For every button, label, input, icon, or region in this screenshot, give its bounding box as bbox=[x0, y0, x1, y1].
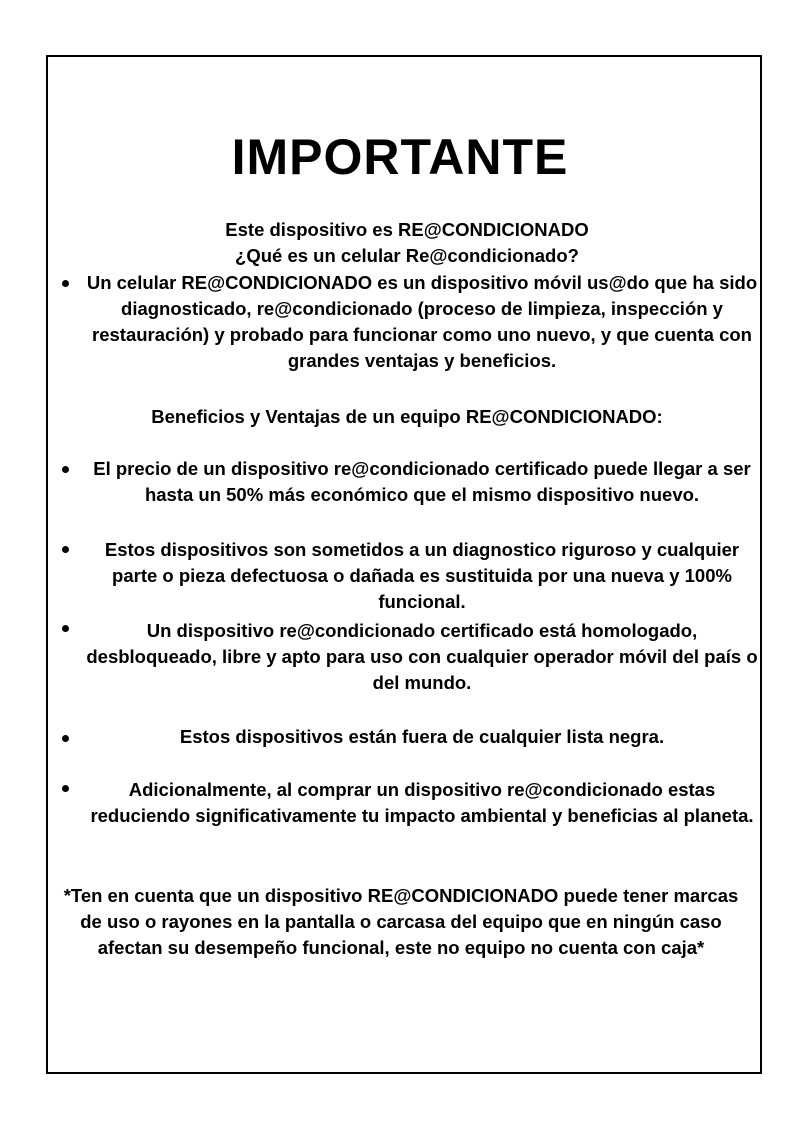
page-title: IMPORTANTE bbox=[231, 129, 569, 185]
bullet-marker bbox=[62, 785, 69, 792]
intro-line-2: ¿Qué es un celular Re@condicionado? bbox=[235, 245, 579, 266]
benefit-item-2: Estos dispositivos son sometidos a un diagnostico riguroso y cualquier parte o pieza defectuosa o dañada es sustituida por una nueva y 100% funcional. bbox=[104, 539, 740, 612]
intro-line-1: Este dispositivo es RE@CONDICIONADO bbox=[225, 219, 589, 240]
benefit-item-5: Adicionalmente, al comprar un dispositivo re@condicionado estas reduciendo significativamente tu impacto ambiental y beneficias al planeta. bbox=[90, 779, 754, 826]
benefit-item-3: Un dispositivo re@condicionado certificado está homologado, desbloqueado, libre y apto para uso con cualquier operador móvil del país o del mundo. bbox=[86, 620, 758, 693]
definition-item: Un celular RE@CONDICIONADO es un dispositivo móvil us@do que ha sido diagnosticado, re@condicionado (proceso de limpieza, inspección y restauración) y probado para funcionar como uno nuevo, y que cuenta con grandes ventajas y beneficios. bbox=[86, 272, 758, 371]
disclaimer-note: *Ten en cuenta que un dispositivo RE@CONDICIONADO puede tener marcas de uso o rayones en la pantalla o carcasa del equipo que en ningún caso afectan su desempeño funcional, este no equipo no cuenta con caja* bbox=[63, 885, 739, 958]
bullet-marker bbox=[62, 625, 69, 632]
bullet-marker bbox=[62, 735, 69, 742]
bullet-marker bbox=[62, 466, 69, 473]
benefit-item-1: El precio de un dispositivo re@condicionado certificado puede llegar a ser hasta un 50% más económico que el mismo dispositivo nuevo. bbox=[93, 458, 751, 505]
bullet-marker bbox=[62, 280, 69, 287]
bullet-marker bbox=[62, 546, 69, 553]
benefits-heading: Beneficios y Ventajas de un equipo RE@CONDICIONADO: bbox=[151, 406, 663, 427]
benefit-item-4: Estos dispositivos están fuera de cualquier lista negra. bbox=[179, 726, 665, 747]
